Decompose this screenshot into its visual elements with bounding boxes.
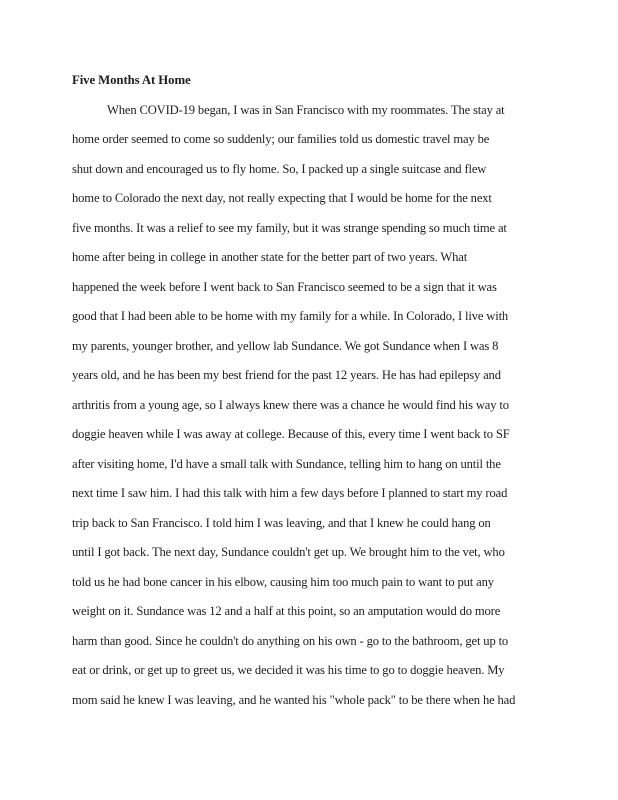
paragraph-line: happened the week before I went back to San Francisco seemed to be a sign that it was xyxy=(72,279,497,294)
paragraph-line: after visiting home, I'd have a small talk with Sundance, telling him to hang on until the xyxy=(72,456,501,471)
paragraph-line: until I got back. The next day, Sundance couldn't get up. We brought him to the vet, who xyxy=(72,545,505,559)
paragraph-line: doggie heaven while I was away at college. Because of this, every time I went back to SF xyxy=(72,427,510,441)
paragraph-line: good that I had been able to be home with my family for a while. In Colorado, I live with xyxy=(72,309,509,323)
document-content xyxy=(72,66,572,715)
essay-paragraph xyxy=(72,96,572,716)
paragraph-line: weight on it. Sundance was 12 and a half at this point, so an amputation would do more xyxy=(72,604,501,618)
paragraph-line: next time I saw him. I had this talk with him a few days before I planned to start my road xyxy=(72,486,508,500)
paragraph-line: mom said he knew I was leaving, and he wanted his "whole pack" to be there when he had xyxy=(72,692,516,707)
paragraph-line: trip back to San Francisco. I told him I was leaving, and that I knew he could hang on xyxy=(72,515,491,530)
paragraph-line: five months. It was a relief to see my family, but it was strange spending so much time at xyxy=(72,220,507,235)
paragraph-line: When COVID-19 began, I was in San Francisco with my roommates. The stay at xyxy=(107,102,505,117)
paragraph-line: home to Colorado the next day, not really expecting that I would be home for the next xyxy=(72,191,492,205)
paragraph-line: told us he had bone cancer in his elbow, causing him too much pain to want to put any xyxy=(72,574,494,589)
paragraph-line: home after being in college in another state for the better part of two years. What xyxy=(72,250,468,264)
paragraph-line: home order seemed to come so suddenly; our families told us domestic travel may be xyxy=(72,132,490,146)
paragraph-line: eat or drink, or get up to greet us, we decided it was his time to go to doggie heaven. My xyxy=(72,663,505,677)
paragraph-line: shut down and encouraged us to fly home. So, I packed up a single suitcase and flew xyxy=(72,161,487,176)
paragraph-line: harm than good. Since he couldn't do anything on his own - go to the bathroom, get up to xyxy=(72,633,509,648)
document-title: Five Months At Home xyxy=(72,73,191,87)
paragraph-line: years old, and he has been my best friend for the past 12 years. He has had epilepsy and xyxy=(72,368,501,382)
paragraph-line: my parents, younger brother, and yellow lab Sundance. We got Sundance when I was 8 xyxy=(72,338,499,353)
paragraph-line: arthritis from a young age, so I always knew there was a chance he would find his way to xyxy=(72,397,509,412)
